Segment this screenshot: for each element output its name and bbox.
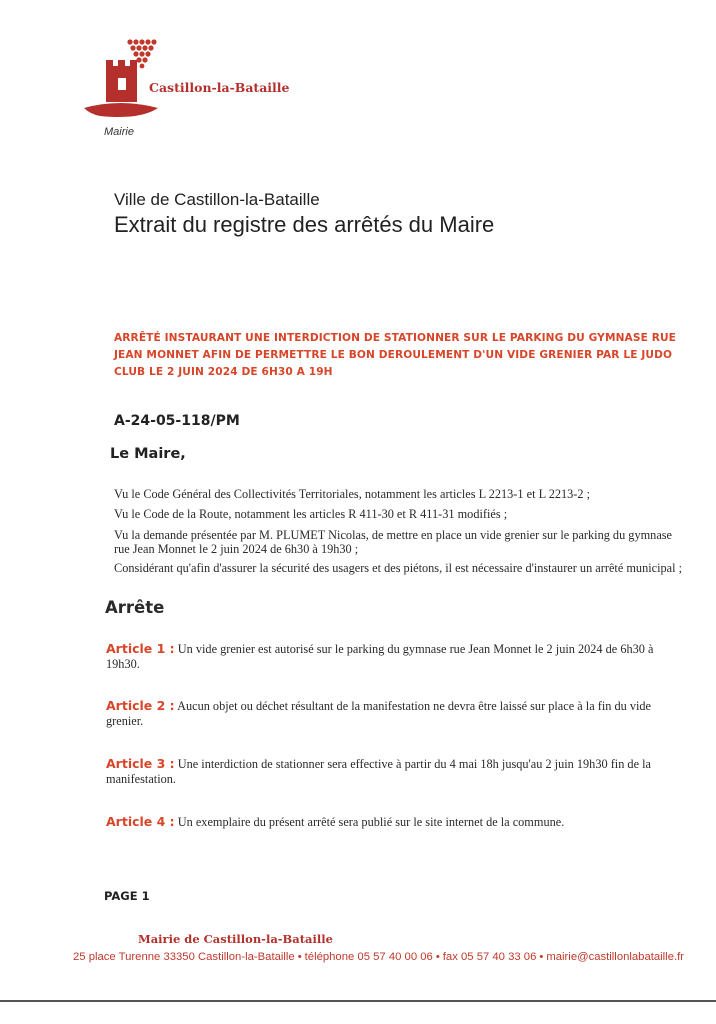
article-2-label: Article 2 :	[106, 698, 175, 713]
article-3	[106, 756, 684, 787]
article-1-text: Un vide grenier est autorisé sur le parking du gymnase rue Jean Monnet le 2 juin 2024 de 6h30 à 19h30.	[106, 642, 654, 671]
considerant-2: Vu le Code de la Route, notamment les articles R 411-30 et R 411-31 modifiés ;	[114, 507, 508, 521]
swoosh-icon	[84, 103, 158, 117]
footer-contact-line	[73, 951, 683, 963]
article-4-text: Un exemplaire du présent arrêté sera publié sur le site internet de la commune.	[177, 815, 565, 829]
town-heading: Ville de Castillon-la-Bataille	[114, 190, 320, 209]
considerant-3: Vu la demande présentée par M. PLUMET Nicolas, de mettre en place un vide grenier sur le parking du gymnase rue Jean Monnet le 2 juin 2024 de 6h30 à 19h30 ;	[114, 528, 673, 556]
article-1	[106, 641, 684, 672]
footer-mairie-name: Mairie de Castillon-la-Bataille	[138, 932, 333, 946]
article-2-text: Aucun objet ou déchet résultant de la manifestation ne devra être laissé sur place à la fin du vide grenier.	[106, 699, 652, 728]
bullet-icon: •	[297, 951, 302, 963]
article-4-label: Article 4 :	[106, 814, 175, 829]
footer-address: 25 place Turenne 33350 Castillon-la-Bataille	[73, 951, 295, 963]
considerant-4: Considérant qu'afin d'assurer la sécurité des usagers et des piétons, il est nécessaire d'instaurer un arrêté municipal ;	[114, 561, 683, 575]
logo-town-name: Castillon-la-Bataille	[149, 80, 290, 95]
article-4	[106, 814, 684, 830]
logo-subtitle: Mairie	[104, 126, 134, 138]
arrete-heading: Arrête	[105, 598, 165, 617]
article-3-text: Une interdiction de stationner sera effective à partir du 4 mai 18h jusqu'au 2 juin 19h30 fin de la manifestation.	[106, 757, 651, 786]
article-1-label: Article 1 :	[106, 641, 175, 656]
bullet-icon: •	[435, 951, 440, 963]
article-2	[106, 698, 684, 729]
page-number: PAGE 1	[104, 889, 150, 903]
footer-email: mairie@castillonlabataille.fr	[546, 951, 685, 963]
le-maire-heading: Le Maire,	[110, 446, 186, 462]
register-heading: Extrait du registre des arrêtés du Maire	[114, 212, 495, 237]
decree-title: ARRÊTÉ INSTAURANT UNE INTERDICTION DE STATIONNER SUR LE PARKING DU GYMNASE RUE JEAN MONNET AFIN DE PERMETTRE LE BON DEROULEMENT D'UN VIDE GRENIER PAR LE JUDO CLUB LE 2 JUIN 2024 DE 6H30 A 19H	[114, 332, 677, 378]
footer-fax: fax 05 57 40 33 06	[442, 951, 537, 963]
footer-phone: téléphone 05 57 40 00 06	[304, 951, 433, 963]
decree-reference: A-24-05-118/PM	[114, 413, 240, 429]
castle-tower-icon	[106, 60, 137, 102]
article-3-label: Article 3 :	[106, 756, 175, 771]
considerant-1: Vu le Code Général des Collectivités Territoriales, notamment les articles L 2213-1 et L 2213-2 ;	[114, 487, 591, 501]
bottom-rule	[0, 1000, 716, 1002]
bullet-icon: •	[539, 951, 544, 963]
